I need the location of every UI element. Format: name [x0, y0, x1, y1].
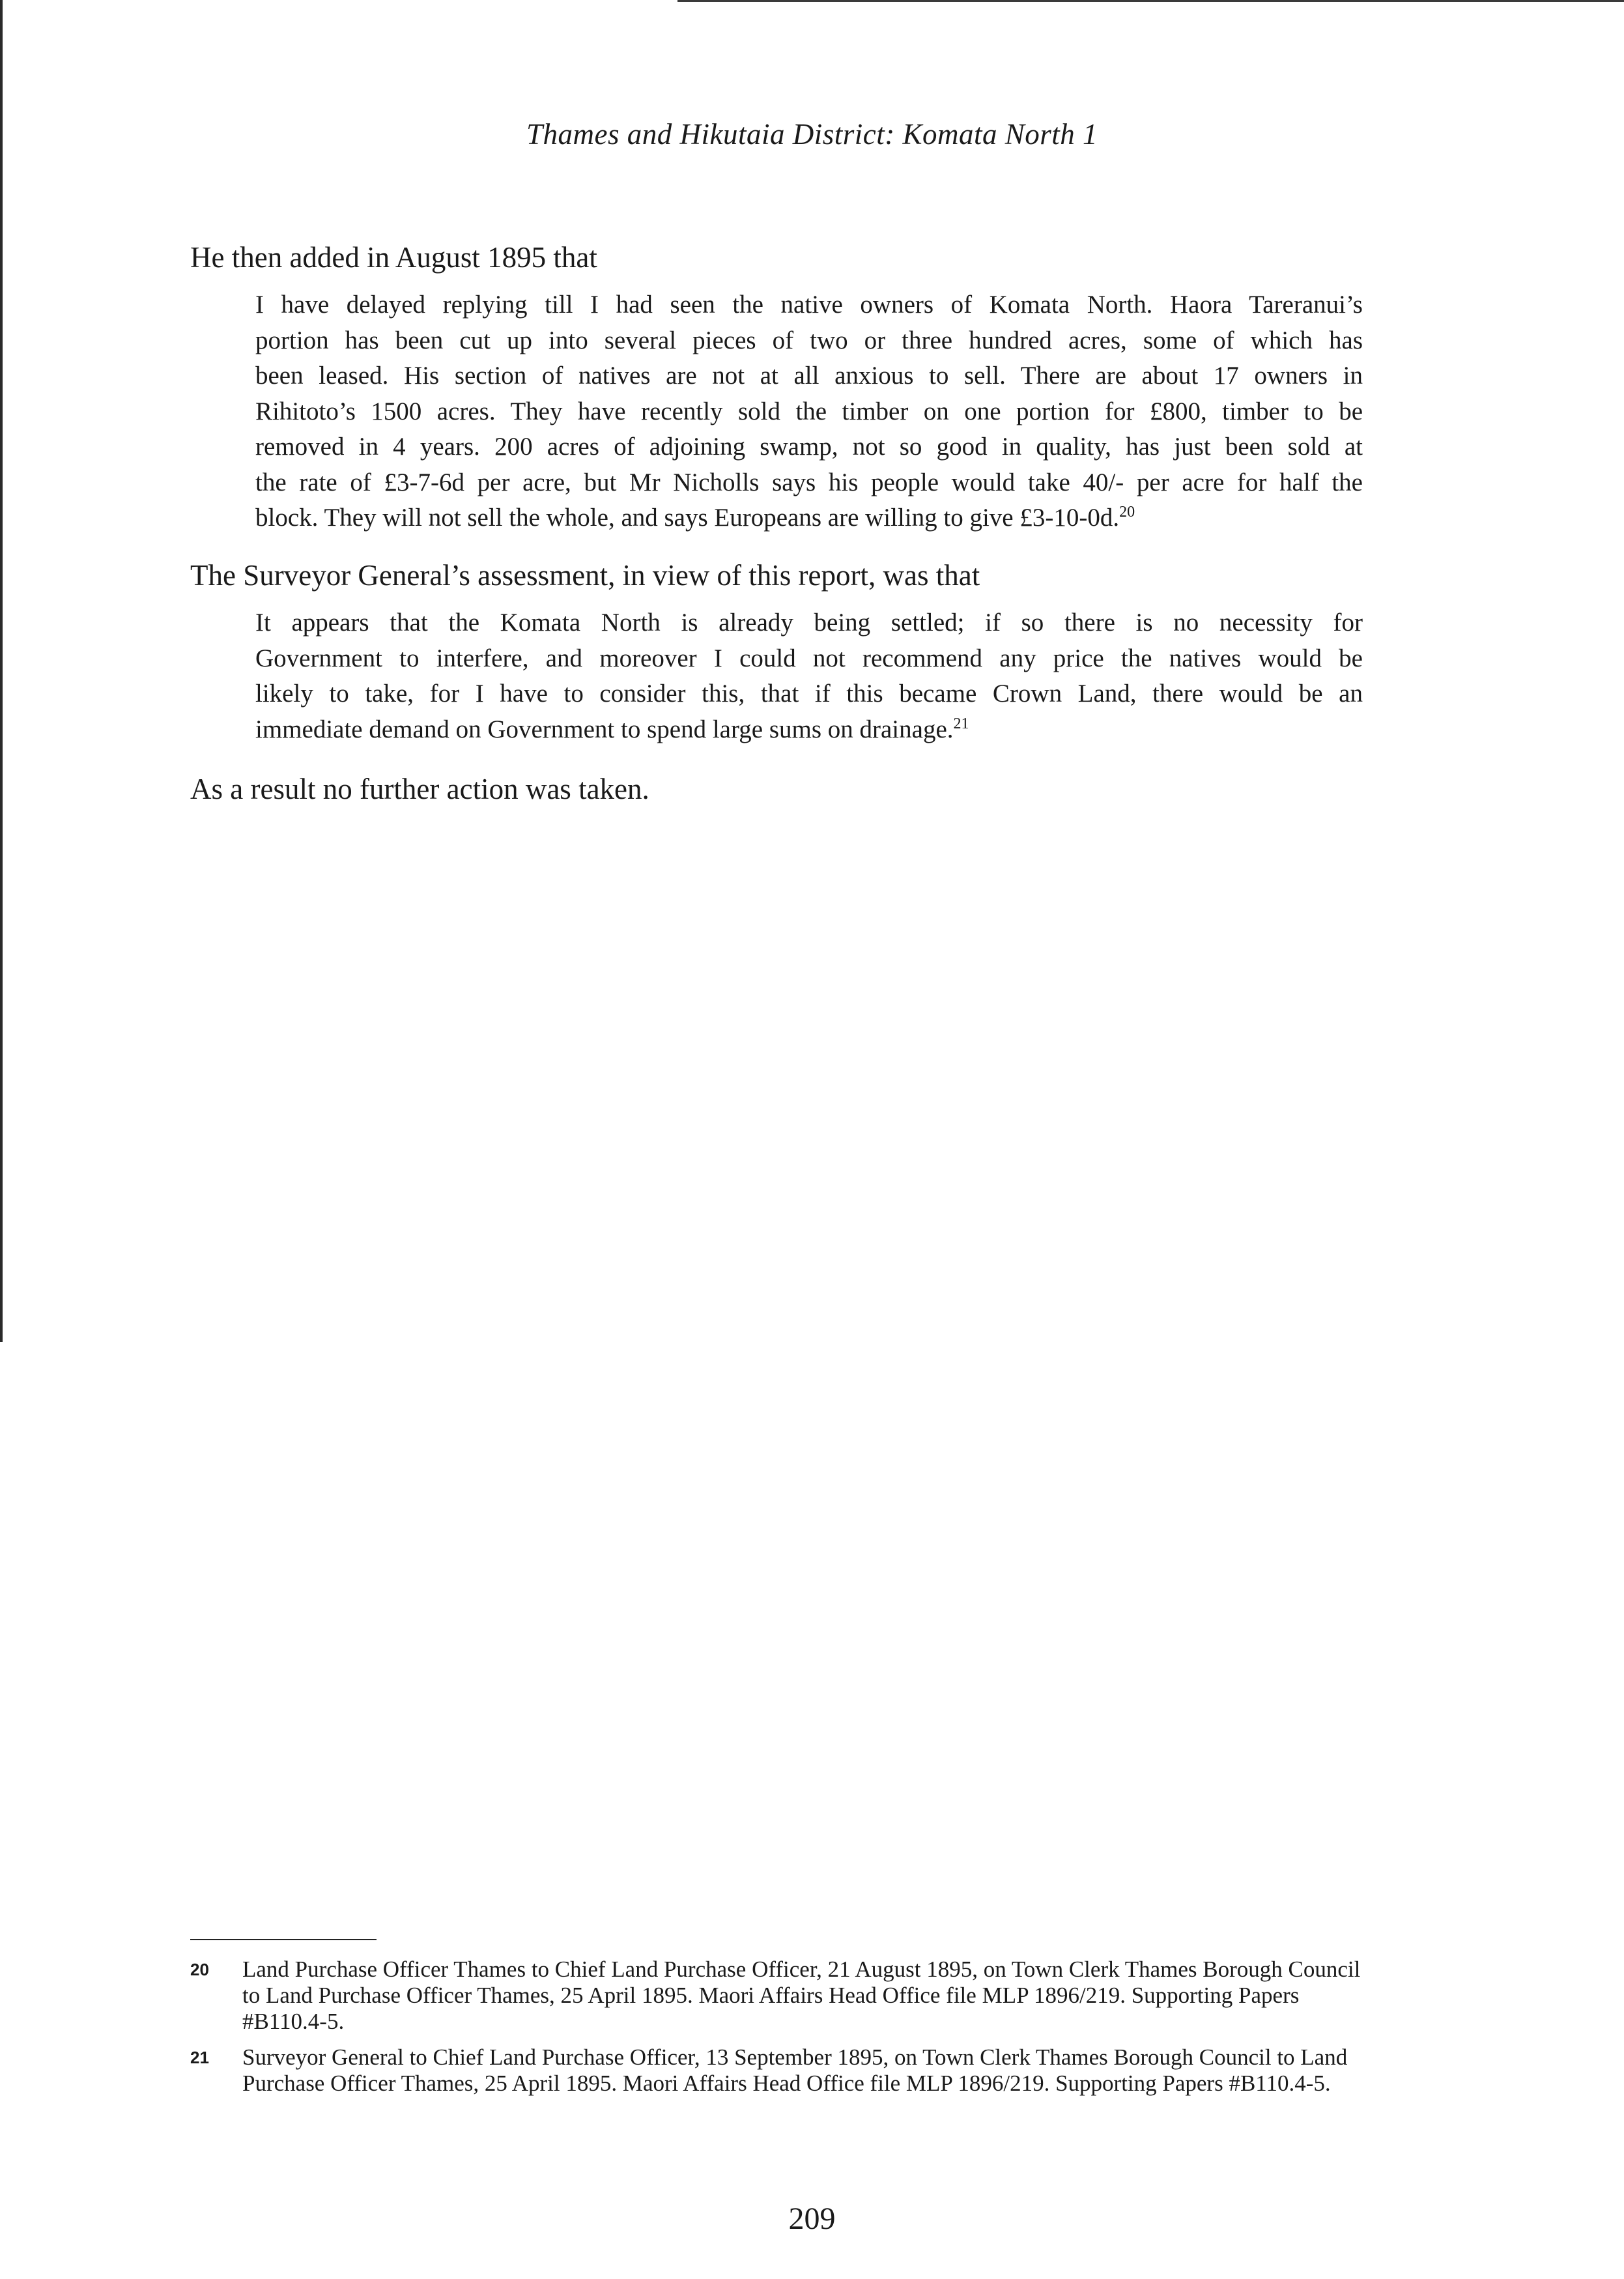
quote-line-last	[255, 500, 1363, 536]
quote-line: It appears that the Komata North is already being settled; if so there is no necessity for	[255, 609, 1363, 637]
paragraph-intro-1: He then added in August 1895 that	[190, 241, 597, 274]
page-number: 209	[788, 2201, 836, 2236]
footnote-reference: 21	[953, 715, 969, 732]
quote-line: likely to take, for I have to consider this, that if this became Crown Land, there would be an	[255, 680, 1363, 708]
paragraph-conclusion: As a result no further action was taken.	[190, 773, 649, 805]
paragraph-intro-2: The Surveyor General’s assessment, in view of this report, was that	[190, 559, 980, 592]
footnote-separator	[190, 1939, 377, 1940]
quote-line: been leased. His section of natives are not at all anxious to sell. There are about 17 owners in	[255, 362, 1363, 390]
quote-line: the rate of £3-7-6d per acre, but Mr Nicholls says his people would take 40/- per acre for half the	[255, 468, 1363, 496]
scan-edge-left	[0, 0, 3, 1342]
quote-line: Government to interfere, and moreover I could not recommend any price the natives would be	[255, 644, 1363, 672]
quote-line: Rihitoto’s 1500 acres. They have recently sold the timber on one portion for £800, timber to be	[255, 397, 1363, 425]
footnote-number: 20	[190, 1960, 209, 1979]
quote-line-last	[255, 712, 1363, 748]
block-quote-1	[255, 287, 1363, 536]
scan-edge-top	[677, 0, 1624, 2]
footnote-text: Land Purchase Officer Thames to Chief Land Purchase Officer, 21 August 1895, on Town Clerk Thames Borough Council to Land Purchase Officer Thames, 25 April 1895. Maori Affairs Head Office file MLP 1896/219. Supporting Papers #B110.4-5.	[242, 1956, 1361, 2034]
footnote-text: Surveyor General to Chief Land Purchase Officer, 13 September 1895, on Town Clerk Thames Borough Council to Land Purchase Officer Thames, 25 April 1895. Maori Affairs Head Office file MLP 1896/219. Supporting Papers #B110.4-5.	[242, 2044, 1348, 2096]
quote-line: portion has been cut up into several pieces of two or three hundred acres, some of which has	[255, 326, 1363, 354]
quote-line: I have delayed replying till I had seen the native owners of Komata North. Haora Tareranui’s	[255, 291, 1363, 319]
footnote-reference: 20	[1119, 504, 1135, 521]
quote-line: removed in 4 years. 200 acres of adjoining swamp, not so good in quality, has just been sold at	[255, 433, 1363, 461]
footnote-number: 21	[190, 2048, 209, 2067]
quote-line-text: block. They will not sell the whole, and says Europeans are willing to give £3-10-0d.	[255, 504, 1120, 532]
running-head: Thames and Hikutaia District: Komata North 1	[526, 118, 1098, 150]
quote-line-text: immediate demand on Government to spend large sums on drainage.	[255, 715, 954, 743]
block-quote-2	[255, 605, 1363, 747]
